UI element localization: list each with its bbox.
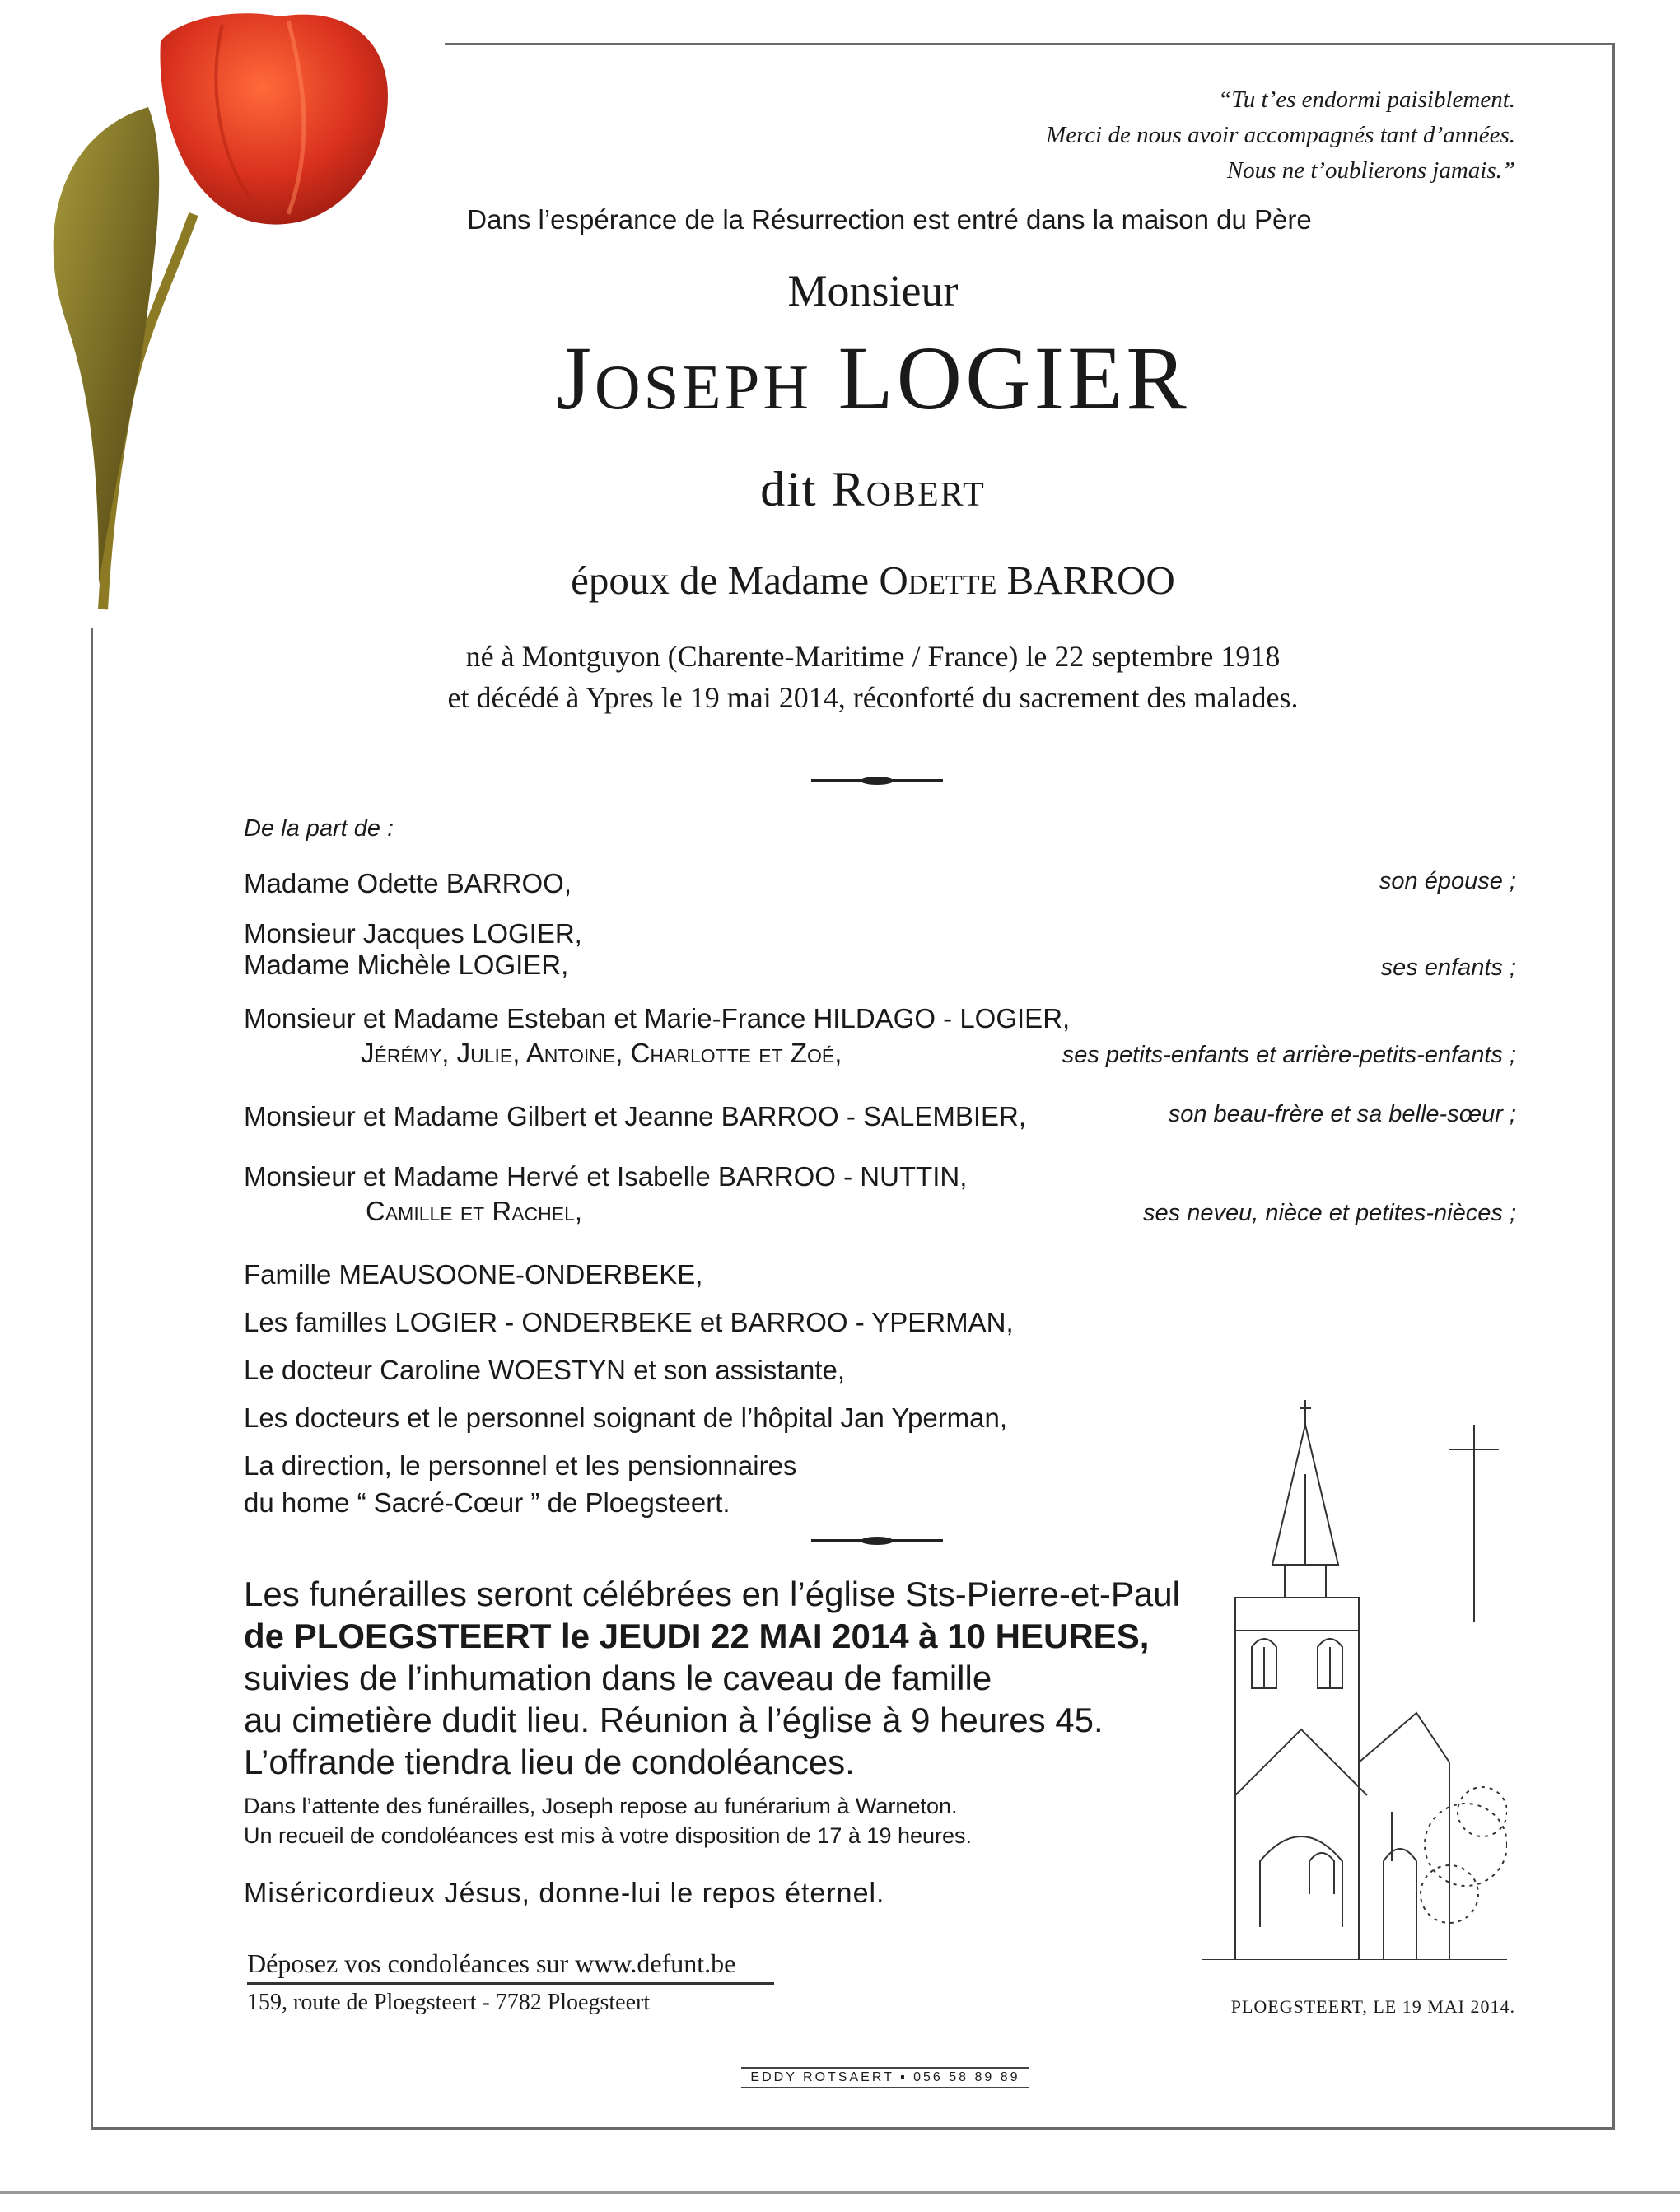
other-mourner: La direction, le personnel et les pensionnaires (244, 1450, 797, 1481)
border-left (91, 628, 93, 2129)
family-relation: ses enfants ; (1380, 954, 1516, 981)
other-mourner: Les familles LOGIER - ONDERBEKE et BARROO - YPERMAN, (244, 1307, 1014, 1337)
funeral-line: de PLOEGSTEERT le JEUDI 22 MAI 2014 à 10 HEURES, (244, 1617, 1150, 1655)
notice-line: Dans l’attente des funérailles, Joseph repose au funérarium à Warneton. (244, 1794, 958, 1818)
family-relation: son épouse ; (1379, 868, 1516, 894)
dit-name: Robert (831, 462, 986, 516)
other-mourner: Les docteurs et le personnel soignant de l’hôpital Jan Yperman, (244, 1402, 1008, 1433)
family-subname: Jérémy, Julie, Antoine, Charlotte et Zoé, (361, 1038, 842, 1068)
border-bottom (91, 2127, 1615, 2130)
address: 159, route de Ploegsteert - 7782 Ploegsteert (247, 1990, 651, 2015)
place-date: PLOEGSTEERT, LE 19 MAI 2014. (1230, 1996, 1515, 2017)
scan-edge (0, 2191, 1680, 2194)
divider (811, 779, 943, 782)
family-subname: Camille et Rachel, (366, 1196, 583, 1226)
funeral-line: au cimetière dudit lieu. Réunion à l’église à 9 heures 45. (244, 1701, 1104, 1739)
family-row (244, 918, 1516, 981)
family-name: Monsieur et Madame Gilbert et Jeanne BARROO - SALEMBIER, (244, 1101, 1027, 1132)
spouse-prefix: époux de Madame (571, 558, 870, 603)
first-name: Joseph (556, 328, 812, 428)
family-name: Monsieur et Madame Esteban et Marie-France HILDAGO - LOGIER, (244, 1003, 1071, 1034)
quote-line: Nous ne t’oublierons jamais.” (1226, 157, 1515, 184)
family-relation: ses neveu, nièce et petites-nièces ; (1143, 1200, 1516, 1226)
spouse-first: Odette (879, 558, 997, 603)
spouse-line (296, 557, 1449, 604)
honorific: Monsieur (787, 266, 959, 315)
funeral-line: Les funérailles seront célébrées en l’église Sts-Pierre-et-Paul (244, 1575, 1180, 1613)
family-row (244, 1161, 1516, 1227)
birth-death-block (296, 636, 1449, 718)
nickname (461, 461, 1285, 518)
birth-line: né à Montguyon (Charente-Maritime / France) le 22 septembre 1918 (465, 640, 1281, 673)
church-icon (1202, 1400, 1507, 1960)
death-line: et décédé à Ypres le 19 mai 2014, réconforté du sacrement des malades. (447, 681, 1299, 714)
border-right (1612, 43, 1615, 2129)
border-top (445, 43, 1614, 45)
quote-line: “Tu t’es endormi paisiblement. (1218, 86, 1515, 113)
family-relation: son beau-frère et sa belle-sœur ; (1168, 1101, 1516, 1127)
family-row (244, 1003, 1516, 1069)
other-mourner: du home “ Sacré-Cœur ” de Ploegsteert. (244, 1487, 730, 1518)
deceased-name (379, 326, 1367, 431)
funeral-line: L’offrande tiendra lieu de condoléances. (244, 1743, 855, 1781)
family-name: Monsieur Jacques LOGIER, (244, 918, 582, 949)
printer-credit: EDDY ROTSAERT ▪ 056 58 89 89 (741, 2067, 1029, 2088)
other-mourner: Le docteur Caroline WOESTYN et son assistante, (244, 1355, 845, 1385)
condolence-link[interactable]: Déposez vos condoléances sur www.defunt.be (247, 1948, 774, 1985)
family-row (244, 1101, 1516, 1132)
notice-line: Un recueil de condoléances est mis à votre disposition de 17 à 19 heures. (244, 1823, 973, 1848)
prayer: Miséricordieux Jésus, donne-lui le repos éternel. (244, 1878, 885, 1909)
quote-line: Merci de nous avoir accompagnés tant d’années. (1046, 122, 1515, 148)
funeral-line: suivies de l’inhumation dans le caveau de famille (244, 1659, 992, 1697)
family-relation: ses petits-enfants et arrière-petits-enfants ; (1062, 1042, 1516, 1068)
tulip-icon (16, 8, 445, 618)
family-name: Madame Odette BARROO, (244, 868, 572, 898)
quote-block (856, 82, 1515, 189)
intro-text: Dans l’espérance de la Résurrection est entré dans la maison du Père (467, 204, 1312, 235)
family-name: Monsieur et Madame Hervé et Isabelle BARROO - NUTTIN, (244, 1161, 968, 1192)
family-row (244, 868, 1516, 899)
de-la-part-label: De la part de : (244, 815, 394, 842)
dit-prefix: dit (760, 462, 818, 516)
family-name: Madame Michèle LOGIER, (244, 950, 569, 980)
other-mourner: Famille MEAUSOONE-ONDERBEKE, (244, 1259, 703, 1290)
notice-block (244, 1791, 972, 1850)
last-name: LOGIER (838, 328, 1190, 428)
spouse-last: BARROO (1006, 558, 1175, 603)
funeral-block (244, 1573, 1180, 1783)
divider (811, 1539, 943, 1542)
